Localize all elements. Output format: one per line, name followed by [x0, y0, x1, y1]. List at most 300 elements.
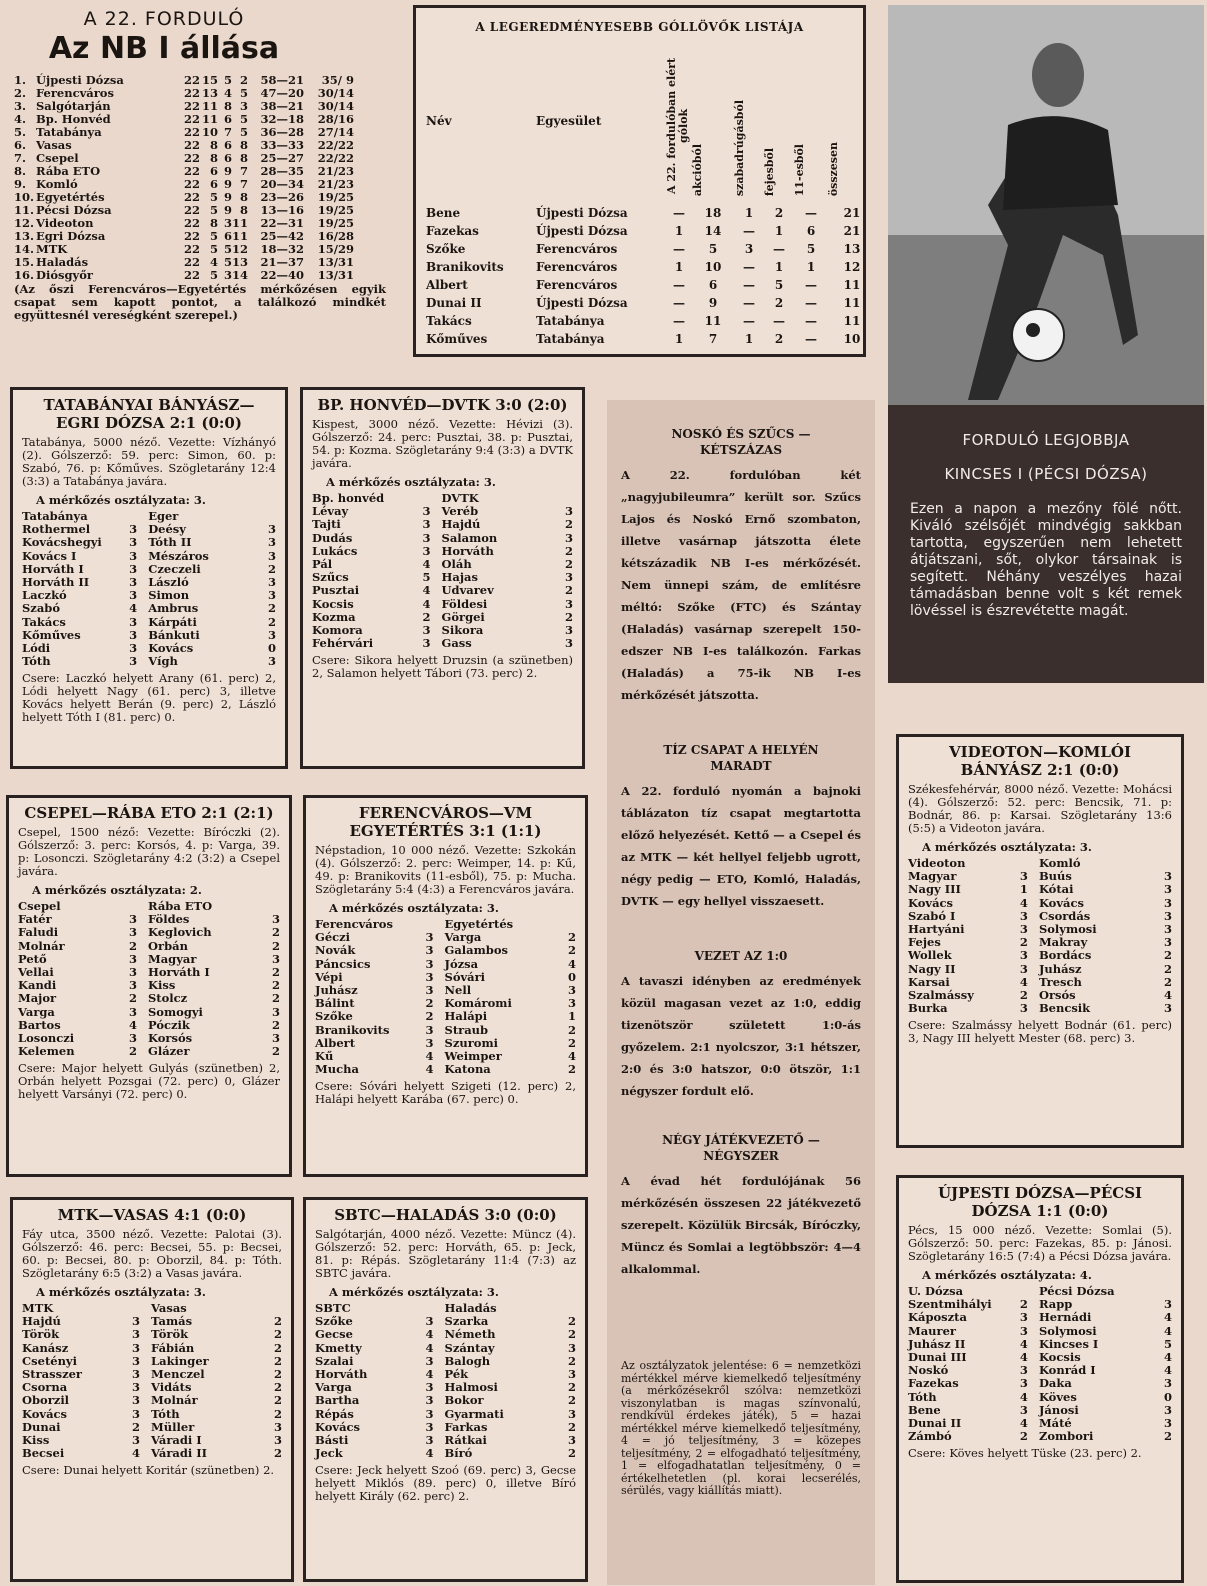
lineup-cell: Halmosi	[444, 1380, 498, 1395]
lineup-cell: 2	[267, 561, 276, 576]
lineup-cell: 2	[567, 1062, 576, 1077]
lineup-cell: Hartyáni	[908, 922, 965, 937]
lineup-cell: 4	[1019, 1336, 1028, 1351]
scorer-row	[426, 222, 861, 240]
standings-cell: 3	[223, 268, 232, 282]
standings-cell: 11	[201, 99, 218, 113]
standings-cell: 13	[201, 86, 218, 100]
scorer-cell: Tatabánya	[536, 314, 605, 328]
standings-cell: 8	[239, 190, 248, 204]
lineup-cell: 2	[271, 925, 280, 940]
scorers-box	[413, 5, 866, 357]
lineup-cell: 3	[564, 596, 573, 611]
scorer-cell: 6	[806, 224, 816, 238]
standings-cell: 7	[223, 125, 232, 139]
standings-cell: 2.	[14, 86, 27, 100]
lineup-cell: Bíró	[444, 1446, 473, 1461]
standings-cell: 5	[223, 73, 232, 87]
lineup-cell: 3	[1163, 1416, 1172, 1431]
lineup-cell: 3	[271, 1004, 280, 1019]
scorer-cell: 1	[774, 224, 784, 238]
match-report: Székesfehérvár, 8000 néző. Vezette: Mohácsi (4). Gólszerző: 52. perc: Bencsik, 71. p: Bodnár, 86. p: Karsai. Szögletarány 13:6 (5:5) a Videoton javára.	[908, 782, 1172, 835]
scorers-col-0: A 22. fordulóban elért gólok	[665, 57, 690, 195]
standings-cell: 5	[209, 203, 218, 217]
lineup-cell: Gecse	[315, 1327, 353, 1342]
lineup-cell: Tajti	[312, 517, 341, 532]
lineup-cell: 3	[564, 530, 573, 545]
lineup-cell: 2	[1163, 1429, 1172, 1444]
lineup-cell: 3	[132, 1340, 141, 1355]
lineup-cell: Váradi II	[151, 1446, 208, 1461]
standings-table	[14, 74, 394, 282]
lineup-cell: Lévay	[312, 504, 349, 519]
lineup-cell: Fejes	[908, 935, 941, 950]
scorer-cell: —	[673, 242, 685, 256]
standings-cell: 4.	[14, 112, 27, 126]
scorer-cell: —	[743, 278, 755, 292]
standings-cell: 14	[232, 268, 249, 282]
match-subs: Csere: Major helyett Gulyás (szünetben) 2, Orbán helyett Pozsgai (72. perc) 0, Glázer helyett Varsányi (72. perc) 0.	[18, 1061, 280, 1102]
standings-cell: 6	[223, 229, 232, 243]
lineup-cell: Répás	[315, 1406, 354, 1421]
scorer-cell: 3	[744, 242, 754, 256]
lineup-cell: 3	[267, 535, 276, 550]
lineup-cell: Weimper	[444, 1049, 502, 1064]
lineup-cell: Bánkuti	[148, 627, 200, 642]
lineup-cell: 3	[1019, 1402, 1028, 1417]
lineup-cell: 3	[567, 996, 576, 1011]
column-heading-4: NÉGY JÁTÉKVEZETŐ — NÉGYSZER	[662, 1133, 820, 1163]
standings-cell: 5	[209, 268, 218, 282]
match-report: Kispest, 3000 néző. Vezette: Hévizi (3). Gólszerző: 24. perc: Pusztai, 38. p: Pusztai, 54. p: Kozma. Szögletarány 9:4 (3:3) a DVTK javára.	[312, 417, 573, 470]
lineup-cell: 4	[1163, 988, 1172, 1003]
standings-cell: 4	[209, 255, 218, 269]
lineup-cell: 3	[273, 1419, 282, 1434]
lineup-cell: Csetényi	[22, 1353, 77, 1368]
standings-cell: 22	[183, 73, 200, 87]
lineup-cell: 4	[425, 1049, 434, 1064]
match-box-ujpest	[896, 1175, 1184, 1583]
standings-kicker: A 22. FORDULÓ	[83, 8, 245, 30]
lineup-cell: Géczi	[315, 930, 351, 945]
lineup-cell: 3	[422, 636, 431, 651]
scorer-cell: 1	[744, 206, 754, 220]
standings-cell: 8	[209, 216, 218, 230]
lineup-cell: 4	[425, 1062, 434, 1077]
standings-cell: 10	[201, 125, 218, 139]
standings-cell: 25—42	[260, 229, 304, 243]
standings-cell: 33—33	[260, 138, 304, 152]
standings-cell: Bp. Honvéd	[36, 112, 111, 126]
standings-cell: 22	[183, 203, 200, 217]
scorer-cell: —	[805, 296, 817, 310]
scorers-col-club: Egyesület	[536, 114, 602, 128]
standings-cell: 3.	[14, 99, 27, 113]
standings-cell: Egyetértés	[36, 190, 105, 204]
lineup-cell: 3	[425, 1035, 434, 1050]
column-heading-2: TÍZ CSAPAT A HELYÉN MARADT	[663, 743, 819, 773]
lineup-cell: 3	[1163, 1376, 1172, 1391]
lineup-cell: 3	[1019, 869, 1028, 884]
standings-cell: 21/23	[317, 177, 354, 191]
scorer-cell: —	[805, 332, 817, 346]
lineup-cell: Katona	[444, 1062, 491, 1077]
match-subs: Csere: Dunai helyett Koritár (szünetben) 2.	[22, 1463, 275, 1478]
lineup-cell: Vépi	[315, 969, 343, 984]
lineup-cell: Takács	[22, 614, 66, 629]
standings-cell: 5	[223, 242, 232, 256]
standings-cell: 11	[232, 229, 249, 243]
standings-cell: 5	[239, 125, 248, 139]
standings-cell: 23—26	[260, 190, 304, 204]
lineup-cell: Sikora	[441, 623, 484, 638]
lineup-cell: Szentmihályi	[908, 1297, 992, 1312]
standings-cell: 58—21	[260, 73, 304, 87]
lineup-cell: 2	[564, 517, 573, 532]
lineup-cell: Kovácshegyi	[22, 535, 102, 550]
match-report: Tatabánya, 5000 néző. Vezette: Vízhányó (2). Gólszerző: 59. perc: Simon, 60. p: Szabó, 76. p: Kőműves. Szögletarány 12:4 (3:3) a Tatabánya javára.	[22, 435, 276, 488]
lineup-cell: 2	[273, 1353, 282, 1368]
lineup-cell: Kovács	[22, 1406, 68, 1421]
lineup-cell: Komáromi	[444, 996, 512, 1011]
lineup-cell: 3	[425, 956, 434, 971]
lineup-cell: Kandi	[18, 978, 57, 993]
lineup-cell: Pusztai	[312, 583, 360, 598]
lineup-cell: 5	[422, 570, 431, 585]
match-title: TATABÁNYAI BÁNYÁSZ—EGRI DÓZSA 2:1 (0:0)	[43, 396, 255, 432]
standings-cell: 10.	[14, 190, 35, 204]
standings-cell: 9	[223, 177, 232, 191]
lineup-cell: Gass	[441, 636, 472, 651]
lineups	[22, 510, 276, 668]
scorer-row	[426, 330, 861, 348]
lineup-cell: 3	[132, 1380, 141, 1395]
lineup-cell: Bartha	[315, 1393, 360, 1408]
lineup-cell: Pál	[312, 557, 333, 572]
match-report: Csepel, 1500 néző: Vezette: Bíróczki (2). Gólszerző: 3. perc: Korsós, 4. p: Varga, 39. p: Losonczi. Szögletarány 4:2 (3:2) a Csepel javára.	[18, 825, 280, 878]
lineup-cell: Straub	[444, 1022, 489, 1037]
lineup-cell: 3	[273, 1433, 282, 1448]
lineup-cell: Bálint	[315, 996, 355, 1011]
standings-cell: 1.	[14, 73, 27, 87]
lineup-cell: 4	[567, 1049, 576, 1064]
match-rating: A mérkőzés osztályzata: 3.	[329, 901, 499, 915]
match-title: VIDEOTON—KOMLÓI BÁNYÁSZ 2:1 (0:0)	[948, 743, 1132, 779]
standings-cell: Ferencváros	[36, 86, 114, 100]
lineup-cell: 4	[422, 596, 431, 611]
lineup-cell: 3	[425, 1314, 434, 1329]
lineup-cell: 2	[128, 991, 137, 1006]
standings-cell: 14.	[14, 242, 35, 256]
lineup-cell: Szőke	[315, 1314, 353, 1329]
lineup-cell: Farkas	[444, 1419, 488, 1434]
standings-cell: 22/22	[317, 138, 354, 152]
lineup-cell: Pető	[18, 951, 47, 966]
lineup-cell: 2	[564, 557, 573, 572]
lineup-cell: 3	[267, 575, 276, 590]
lineup-cell: 2	[273, 1393, 282, 1408]
match-subs: Csere: Sikora helyett Druzsin (a szünetben) 2, Salamon helyett Tábori (73. perc) 2.	[312, 653, 573, 681]
lineup-cell: Káposzta	[908, 1310, 967, 1325]
lineup-cell: Szűcs	[312, 570, 349, 585]
lineup-cell: 2	[273, 1380, 282, 1395]
lineup-cell: Galambos	[444, 943, 508, 958]
lineup-cell: Faludi	[18, 925, 59, 940]
lineup-cell: Branikovits	[315, 1022, 390, 1037]
lineup-cell: 3	[422, 530, 431, 545]
match-rating: A mérkőzés osztályzata: 3.	[326, 475, 496, 489]
lineup-cell: 3	[129, 641, 138, 656]
lineup-cell: Noskó	[908, 1363, 949, 1378]
lineup-cell: Dudás	[312, 530, 353, 545]
lineup-cell: 4	[567, 956, 576, 971]
lineup-cell: 4	[1019, 974, 1028, 989]
lineup-cell: 4	[128, 1017, 137, 1032]
match-rating: A mérkőzés osztályzata: 3.	[36, 493, 206, 507]
lineup-cell: 3	[128, 951, 137, 966]
lineup-cell: 3	[129, 654, 138, 669]
lineup-cell: Orsós	[1038, 988, 1076, 1003]
lineup-cell: Deésy	[148, 522, 186, 537]
lineup-cell: Oláh	[441, 557, 472, 572]
lineup-cell: 3	[132, 1314, 141, 1329]
lineup-cell: 2	[132, 1419, 141, 1434]
match-rating: A mérkőzés osztályzata: 3.	[36, 1285, 206, 1299]
scorer-row	[426, 258, 861, 276]
lineup-cell: 3	[129, 614, 138, 629]
standings-cell: 7	[239, 177, 248, 191]
lineup-cell: 3	[422, 543, 431, 558]
lineup-cell: 3	[567, 1406, 576, 1421]
lineup-cell: 2	[271, 978, 280, 993]
lineup-cell: 3	[1019, 948, 1028, 963]
lineup-cell: 3	[425, 983, 434, 998]
lineup-cell: 3	[271, 912, 280, 927]
standings-cell: Haladás	[36, 255, 89, 269]
scorer-cell: —	[743, 314, 755, 328]
lineup-cell: Zombori	[1038, 1429, 1094, 1444]
lineup-cell: 2	[567, 930, 576, 945]
lineup-cell: 3	[564, 636, 573, 651]
lineup-cell: Szőke	[315, 1009, 353, 1024]
lineup-cell: 3	[567, 983, 576, 998]
standings-cell: 6	[209, 177, 218, 191]
lineup-cell: 3	[132, 1367, 141, 1382]
lineup-cell: Juhász	[1038, 961, 1082, 976]
lineup-cell: 3	[567, 1367, 576, 1382]
scorer-row	[426, 204, 861, 222]
lineup-cell: Dunai III	[908, 1350, 967, 1365]
lineup-cell: 3	[129, 575, 138, 590]
lineup-cell: 3	[1163, 908, 1172, 923]
lineup-cell: Szabó I	[908, 908, 956, 923]
footballer-image	[888, 5, 1204, 405]
match-subs: Csere: Jeck helyett Szoó (69. perc) 3, Gecse helyett Miklós (89. perc) 0, illetve Bíró helyett Király (62. perc) 2.	[315, 1463, 576, 1504]
lineup-cell: 3	[1163, 869, 1172, 884]
lineup-cell: Korsós	[148, 1031, 193, 1046]
match-title: SBTC—HALADÁS 3:0 (0:0)	[334, 1206, 557, 1224]
standings-cell: 13/31	[317, 255, 354, 269]
team-a-name: Ferencváros	[315, 917, 393, 931]
scorer-cell: 1	[674, 224, 684, 238]
scorer-cell: —	[673, 206, 685, 220]
lineup-cell: Bene	[908, 1402, 941, 1417]
scorer-cell: —	[773, 242, 785, 256]
lineup-cell: 2	[273, 1367, 282, 1382]
standings-cell: Komló	[36, 177, 78, 191]
standings-cell: 22	[183, 216, 200, 230]
standings-cell: 8	[239, 151, 248, 165]
lineup-cell: 2	[1019, 1429, 1028, 1444]
lineup-cell: Kovács	[315, 1419, 361, 1434]
lineup-cell: Tresch	[1038, 974, 1082, 989]
lineup-cell: 3	[132, 1433, 141, 1448]
scorer-cell: —	[805, 206, 817, 220]
standings-cell: 11	[232, 216, 249, 230]
lineup-cell: Dunai	[22, 1419, 61, 1434]
lineup-cell: Máté	[1038, 1416, 1072, 1431]
lineup-cell: Horváth	[441, 543, 494, 558]
lineup-cell: Varga	[315, 1380, 352, 1395]
lineup-cell: Magyar	[908, 869, 957, 884]
lineup-cell: Csordás	[1038, 908, 1091, 923]
lineup-cell: 2	[273, 1340, 282, 1355]
standings-cell: Vasas	[36, 138, 72, 152]
scorer-cell: 1	[674, 332, 684, 346]
standings-cell: Pécsi Dózsa	[36, 203, 112, 217]
lineup-cell: Básti	[315, 1433, 349, 1448]
lineup-cell: Czeczeli	[148, 561, 201, 576]
column-text-3: A tavaszi idényben az eredmények közül magasan vezet az 1:0, eddig tizenötször született 1:0-ás győzelem. 2:1 nyolcszor, 3:1 hétszer, 2:0 és 3:0 hatszor, 0:0 ötször, 1:1 négyszer fordult elő.	[621, 974, 861, 1098]
standings-cell: 4	[223, 86, 232, 100]
scorer-cell: Bene	[426, 206, 461, 220]
lineup-cell: 2	[567, 1035, 576, 1050]
lineup-cell: 3	[425, 1393, 434, 1408]
standings-cell: 12	[232, 242, 249, 256]
team-a-name: Csepel	[18, 899, 61, 913]
lineup-cell: 2	[567, 1022, 576, 1037]
lineup-cell: Tóth	[22, 654, 51, 669]
lineup-cell: Strasszer	[22, 1367, 82, 1382]
lineup-cell: 3	[567, 1340, 576, 1355]
match-report: Népstadion, 10 000 néző. Vezette: Szkokán (4). Gólszerző: 2. perc: Weimper, 14. p: Kű, 49. p: Branikovits (11-esből), 75. p: Mucha. Szögletarány 5:4 (4:3) a Ferencváros javára.	[315, 843, 576, 896]
lineup-cell: 3	[132, 1327, 141, 1342]
lineup-cell: 4	[132, 1446, 141, 1461]
scorer-cell: —	[673, 278, 685, 292]
lineup-cell: Salamon	[441, 530, 498, 545]
standings-cell: 25—27	[260, 151, 304, 165]
standings-cell: 7	[239, 164, 248, 178]
lineup-cell: Váradi I	[151, 1433, 202, 1448]
lineup-cell: Görgei	[441, 609, 485, 624]
lineup-cell: Rothermel	[22, 522, 91, 537]
match-rating: A mérkőzés osztályzata: 3.	[329, 1285, 499, 1299]
lineup-cell: Albert	[315, 1035, 356, 1050]
scorer-row	[426, 294, 861, 312]
scorer-cell: 2	[774, 332, 784, 346]
lineup-cell: Udvarev	[441, 583, 494, 598]
lineup-cell: 3	[128, 1004, 137, 1019]
lineup-cell: 2	[564, 609, 573, 624]
team-a-name: Bp. honvéd	[312, 491, 385, 505]
scorer-cell: 5	[774, 278, 784, 292]
lineup-cell: 2	[564, 543, 573, 558]
scorer-cell: —	[743, 260, 755, 274]
standings-cell: 22/22	[317, 151, 354, 165]
lineup-cell: Tóth II	[148, 535, 192, 550]
scorer-cell: Takács	[426, 314, 472, 328]
best-text: Ezen a napon a mezőny fölé nőtt. Kiváló szélsőjét mindvégig sakkban tartotta, egyszerűen nem lehetett átjátszani, sőt, olykor társainak is segített. Néhány veszélyes hazai támadásban benne volt s két remek lövéssel is észrevétette magát.	[910, 501, 1182, 619]
lineup-cell: 3	[132, 1393, 141, 1408]
match-report: Pécs, 15 000 néző. Vezette: Somlai (5). Gólszerző: 50. perc: Fazekas, 85. p: Jánosi. Szögletarány 16:5 (7:4) a Pécsi Dózsa javára.	[908, 1223, 1172, 1263]
lineup-cell: Tóth	[151, 1406, 180, 1421]
lineup-cell: 2	[425, 1009, 434, 1024]
scorer-cell: Ferencváros	[536, 260, 618, 274]
standings-cell: 28—35	[260, 164, 304, 178]
scorer-cell: Újpesti Dózsa	[536, 296, 628, 310]
lineup-cell: Kocsis	[312, 596, 354, 611]
standings-cell: Csepel	[36, 151, 79, 165]
lineup-cell: Szabó	[22, 601, 60, 616]
scorers-col-2: szabadrúgásból	[733, 99, 746, 196]
lineup-cell: 2	[567, 1380, 576, 1395]
lineup-cell: Nagy II	[908, 961, 956, 976]
standings-cell: 22	[183, 112, 200, 126]
team-a-name: U. Dózsa	[908, 1284, 964, 1298]
match-title: FERENCVÁROS—VM EGYETÉRTÉS 3:1 (1:1)	[349, 804, 542, 840]
match-title: MTK—VASAS 4:1 (0:0)	[57, 1206, 247, 1224]
lineup-cell: Magyar	[148, 951, 197, 966]
lineup-cell: Vígh	[148, 654, 178, 669]
standings-cell: 22	[183, 151, 200, 165]
standings-cell: 9	[223, 164, 232, 178]
lineup-cell: 3	[1019, 1001, 1028, 1016]
lineup-cell: Vidáts	[151, 1380, 192, 1395]
standings-cell: 20—34	[260, 177, 304, 191]
lineup-cell: Komora	[312, 623, 363, 638]
lineup-cell: Simon	[148, 588, 190, 603]
scorer-cell: Kőműves	[426, 332, 488, 346]
lineup-cell: Hajdú	[22, 1314, 61, 1329]
lineup-cell: 1	[1019, 882, 1028, 897]
team-b-name: Rába ETO	[148, 899, 213, 913]
lineup-cell: 2	[1163, 974, 1172, 989]
scorer-cell: 18	[704, 206, 722, 220]
standings-cell: 6	[223, 151, 232, 165]
scorer-cell: 13	[843, 242, 861, 256]
lineup-cell: 3	[425, 1022, 434, 1037]
lineup-cell: 3	[425, 1380, 434, 1395]
standings-cell: 11	[201, 112, 218, 126]
standings-cell: 9	[223, 203, 232, 217]
scorer-cell: 21	[843, 224, 861, 238]
standings-cell: 15	[201, 73, 218, 87]
lineup-cell: Szuromi	[444, 1035, 498, 1050]
lineup-cell: 3	[1163, 922, 1172, 937]
lineup-cell: Kozma	[312, 609, 356, 624]
lineup-cell: 3	[129, 535, 138, 550]
lineup-cell: Makray	[1038, 935, 1088, 950]
lineup-cell: Török	[22, 1327, 60, 1342]
standings-cell: 9.	[14, 177, 27, 191]
standings-cell: 15.	[14, 255, 35, 269]
standings-cell: 12.	[14, 216, 35, 230]
scorer-cell: 5	[806, 242, 816, 256]
lineup-cell: 3	[1019, 1310, 1028, 1325]
lineup-cell: 3	[422, 623, 431, 638]
lineup-cell: 3	[425, 969, 434, 984]
lineup-cell: 3	[267, 522, 276, 537]
